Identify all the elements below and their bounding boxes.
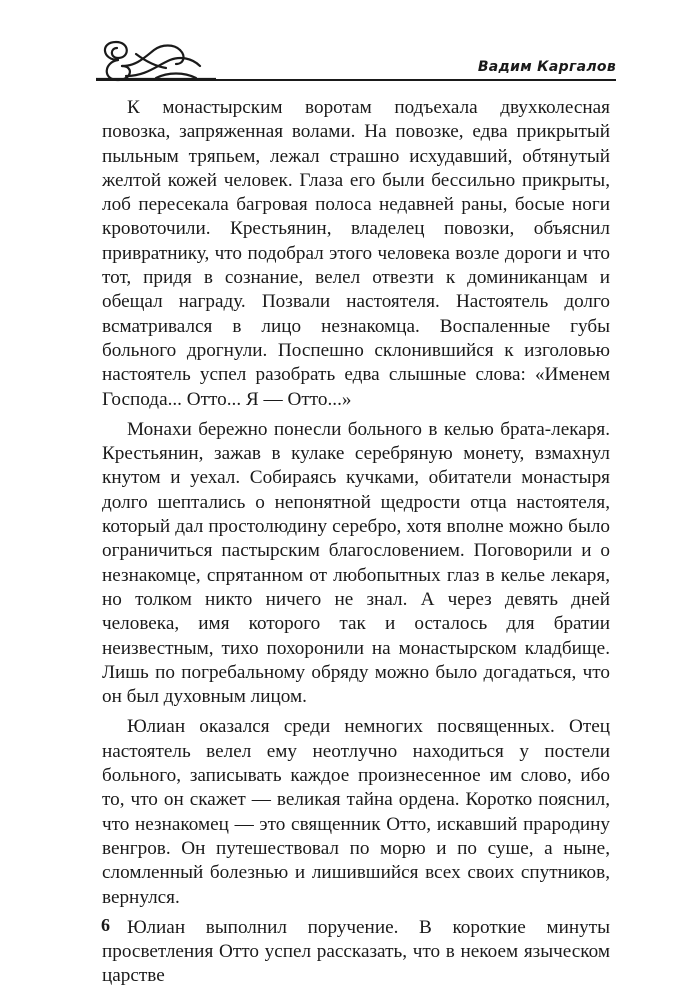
running-head-author: Вадим Каргалов bbox=[477, 59, 616, 75]
page-number: 6 bbox=[101, 915, 110, 935]
paragraph: Юлиан выполнил поручение. В короткие минуты просветления Отто успел рассказать, что в некоем языческом царстве bbox=[102, 916, 610, 987]
paragraph: Монахи бережно понесли больного в келью брата-лекаря. Крестьянин, зажав в кулаке серебряную монету, взмахнул кнутом и уехал. Собираясь кучками, обитатели монастыря долго шептались о непонятной щедрости отца настоятеля, который дал простолюдину серебро, хотя вполне можно было ограничиться пастырским благословением. Поговорили и о незнакомце, спрятанном от любопытных глаз в келье лекаря, но толком никто ничего не знал. А через девять дней человека, имя которого так и осталось для братии неизвестным, тихо похоронили на монастырском кладбище. Лишь по погребальному обряду можно было догадаться, что он был духовным лицом. bbox=[102, 418, 610, 708]
paragraph: Юлиан оказался среди немногих посвященных. Отец настоятель велел ему неотлучно находиться у постели больного, записывать каждое произнесенное им слово, ибо то, что он скажет — великая тайна ордена. Коротко пояснил, что незнакомец — это священник Отто, искавший прародину венгров. Он путешествовал по морю и по суше, а ныне, сломленный болезнью и лишившийся всех своих спутников, вернулся. bbox=[102, 716, 610, 908]
main-text bbox=[102, 96, 610, 989]
celtic-scroll-ornament-icon bbox=[96, 36, 216, 84]
paragraph: К монастырским воротам подъехала двухколесная повозка, запряженная волами. На повозке, едва прикрытый пыльным тряпьем, лежал страшно исхудавший, обтянутый желтой кожей человек. Глаза его были бессильно прикрыты, лоб пересекала багровая полоса недавней раны, босые ноги кровоточили. Крестьянин, владелец повозки, объяснил привратнику, что подобрал этого человека возле дороги и что тот, придя в сознание, велел отвезти к доминиканцам и обещал награду. Позвали настоятеля. Настоятель долго всматривался в лицо незнакомца. Воспаленные губы больного дрогнули. Поспешно склонившийся к изголовью настоятель успел разобрать едва слышные слова: «Именем Господа... Отто... Я — Отто...» bbox=[102, 97, 610, 410]
header-rule bbox=[96, 79, 616, 81]
